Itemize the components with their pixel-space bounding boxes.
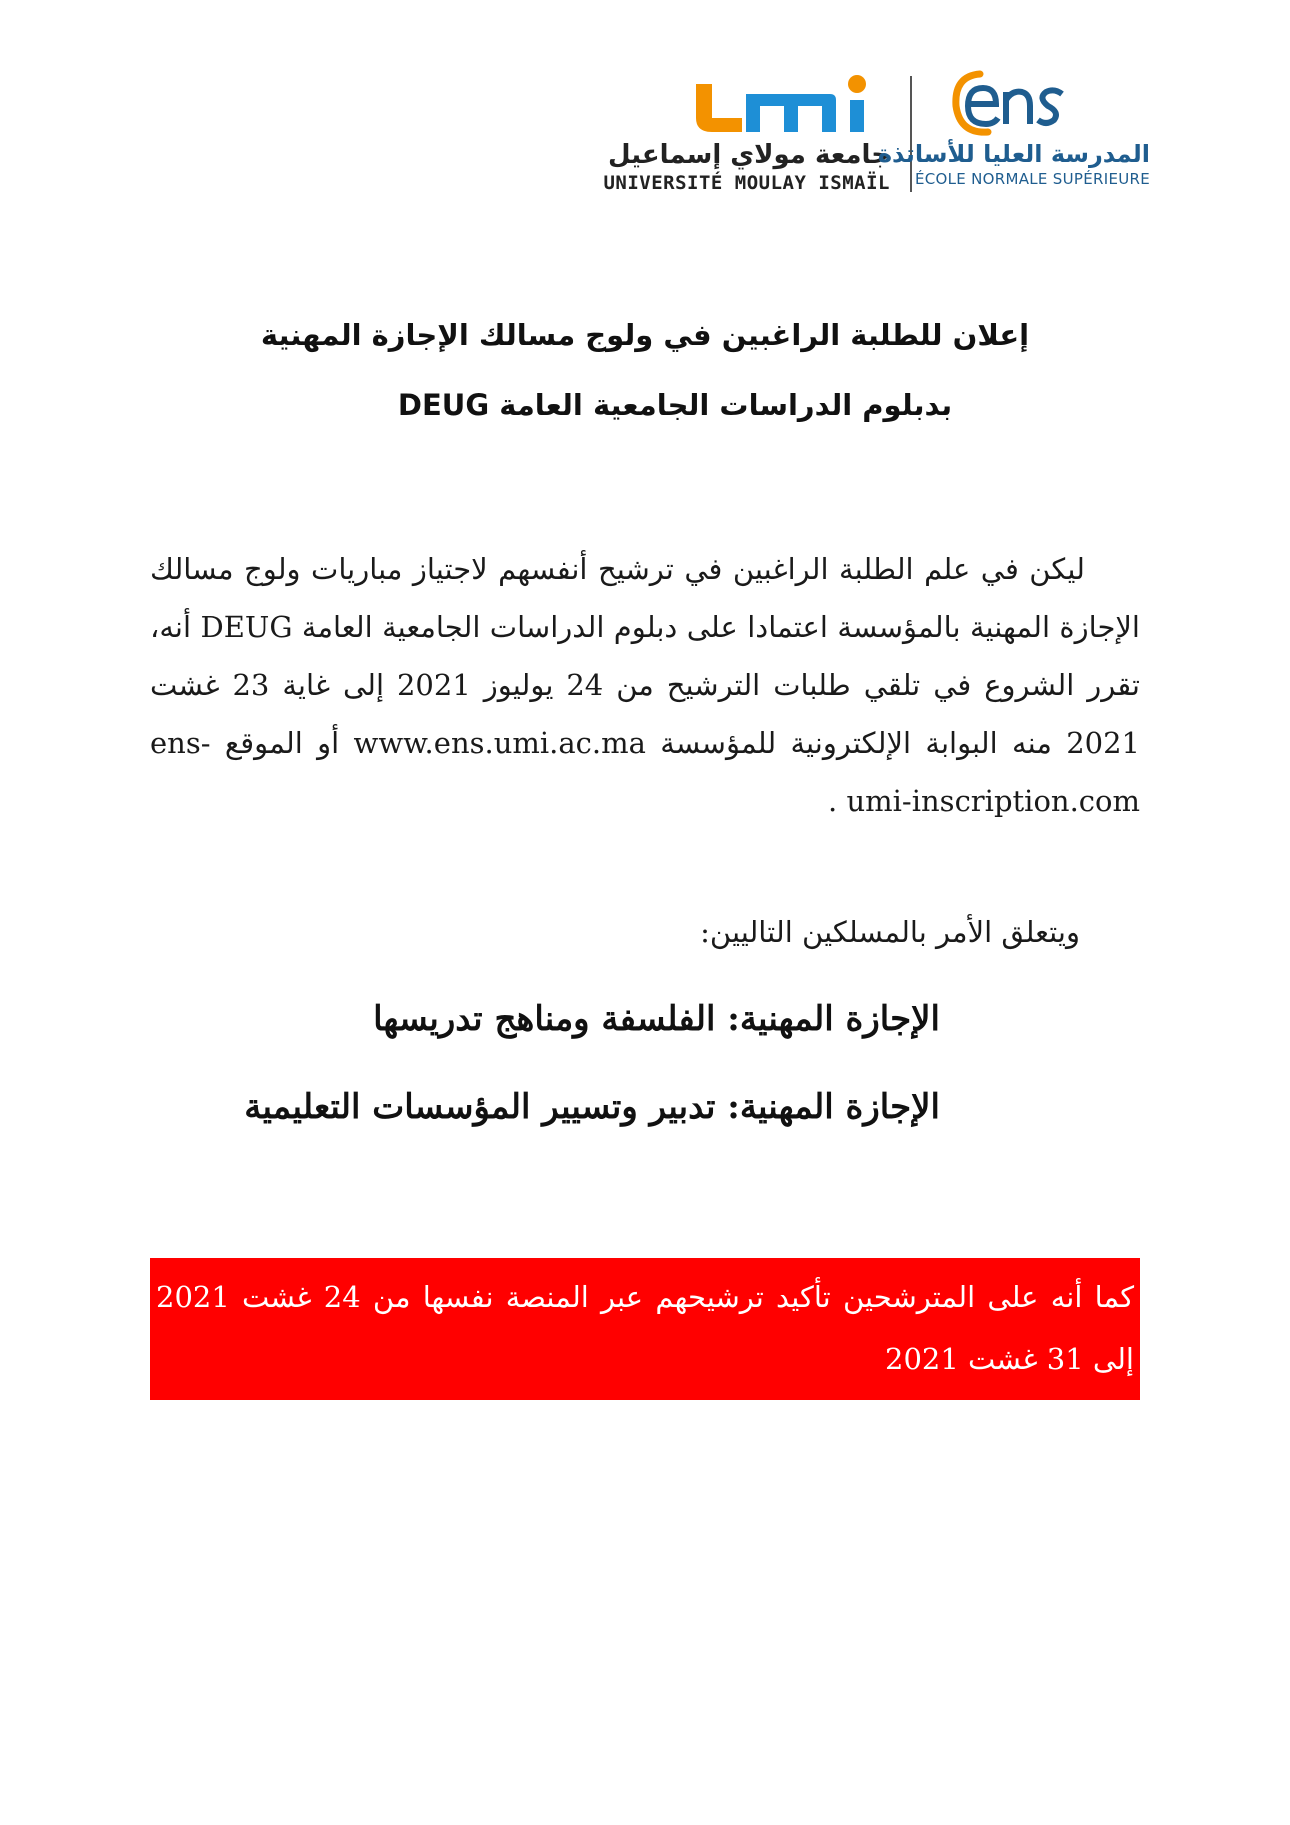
body-paragraph: ليكن في علم الطلبة الراغبين في ترشيح أنفسهم لاجتياز مباريات ولوج مسالك الإجازة المهنية بالمؤسسة اعتمادا على دبلوم الدراسات الجامعية العامة DEUG أنه، تقرر الشروع في تلقي طلبات الترشيح من 24 يوليوز 2021 إلى غاية 23 غشت 2021 منه البوابة الإلكترونية للمؤسسة www.ens.umi.ac.ma أو الموقع ens-umi-inscription.com . — [150, 552, 1141, 818]
track-item: الإجازة المهنية: تدبير وتسيير المؤسسات التعليمية — [244, 1087, 940, 1127]
ens-french-name: ÉCOLE NORMALE SUPÉRIEURE — [914, 170, 1150, 188]
tracks-intro: ويتعلق الأمر بالمسلكين التاليين: — [700, 915, 1080, 949]
ens-logo — [877, 64, 1150, 204]
logos-header — [603, 64, 1150, 204]
title-line-1: إعلان للطلبة الراغبين في ولوج مسالك الإجازة المهنية — [260, 318, 1030, 352]
announcement-title — [150, 300, 1130, 440]
ens-arabic-name: المدرسة العليا للأساتذة — [877, 140, 1150, 168]
umi-logo — [603, 64, 900, 204]
confirmation-notice: كما أنه على المترشحين تأكيد ترشيحهم عبر المنصة نفسها من 24 غشت 2021 إلى 31 غشت 2021 — [150, 1258, 1140, 1400]
ens-logo-mark — [950, 68, 1070, 138]
tracks-list — [244, 975, 940, 1151]
umi-arabic-name: جامعة مولاي إسماعيل — [608, 140, 890, 170]
umi-logo-mark — [690, 70, 890, 140]
announcement-body — [150, 540, 1140, 830]
title-line-2: بدبلوم الدراسات الجامعية العامة DEUG — [397, 388, 953, 422]
track-item: الإجازة المهنية: الفلسفة ومناهج تدريسها — [373, 999, 940, 1039]
logo-divider — [910, 76, 912, 192]
umi-french-name: UNIVERSITÉ MOULAY ISMAÏL — [603, 172, 890, 194]
